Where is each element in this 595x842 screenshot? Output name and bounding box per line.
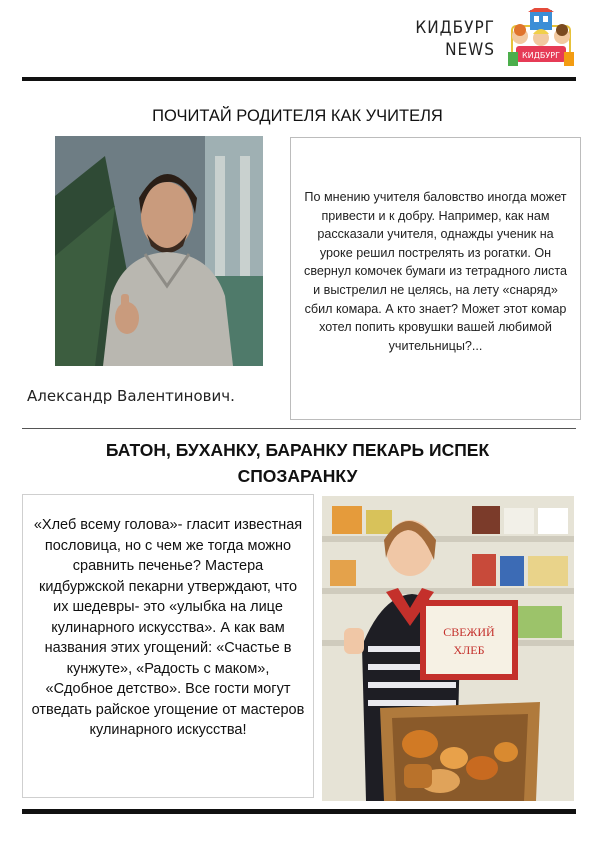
footer-rule [22, 809, 576, 814]
sign-line2: ХЛЕБ [453, 643, 485, 657]
teacher-photo [55, 136, 263, 366]
brand-subtitle: NEWS [445, 40, 495, 60]
article2-body: «Хлеб всему голова»- гласит известная пословица, но с чем же тогда можно сравнить печенье? Мастера кидбуржской пекарни утверждают, что их шедевры- это «улыбка на лице кулинарного искусства». А как вам названия этих угощений: «Счастье в кунжуте», «Радость с маком», «Сдобное детство». Все гости могут отведать райское угощение от мастеров кулинарного искусства! [31, 517, 305, 738]
logo-text: КИДБУРГ [522, 51, 560, 60]
sign-line1: СВЕЖИЙ [443, 625, 495, 639]
kidburg-logo-icon [506, 8, 576, 70]
header-rule [22, 77, 576, 81]
brand-title: КИДБУРГ [415, 18, 495, 38]
article2-title-line1: БАТОН, БУХАНКУ, БАРАНКУ ПЕКАРЬ ИСПЕК [105, 440, 490, 460]
section-divider [22, 428, 576, 429]
article1-body: По мнению учителя баловство иногда может привести и к добру. Например, как нам рассказали учителя, однажды ученик на уроке решил пострелять из рогатки. Он свернул комочек бумаги из тетрадного листа и выстрелил не целясь, на лету «снаряд» сбил комара. А кто знает? Может этот комар хотел попить кровушки вашей любимой учительницы?... [304, 190, 567, 353]
article2-title-line2: СПОЗАРАНКУ [237, 466, 358, 486]
bakery-photo [322, 496, 574, 801]
photo-caption: Александр Валентинович. [27, 387, 235, 405]
article2-textbox [22, 494, 314, 798]
article1-textbox [290, 137, 581, 420]
article1-title: ПОЧИТАЙ РОДИТЕЛЯ КАК УЧИТЕЛЯ [152, 107, 443, 125]
